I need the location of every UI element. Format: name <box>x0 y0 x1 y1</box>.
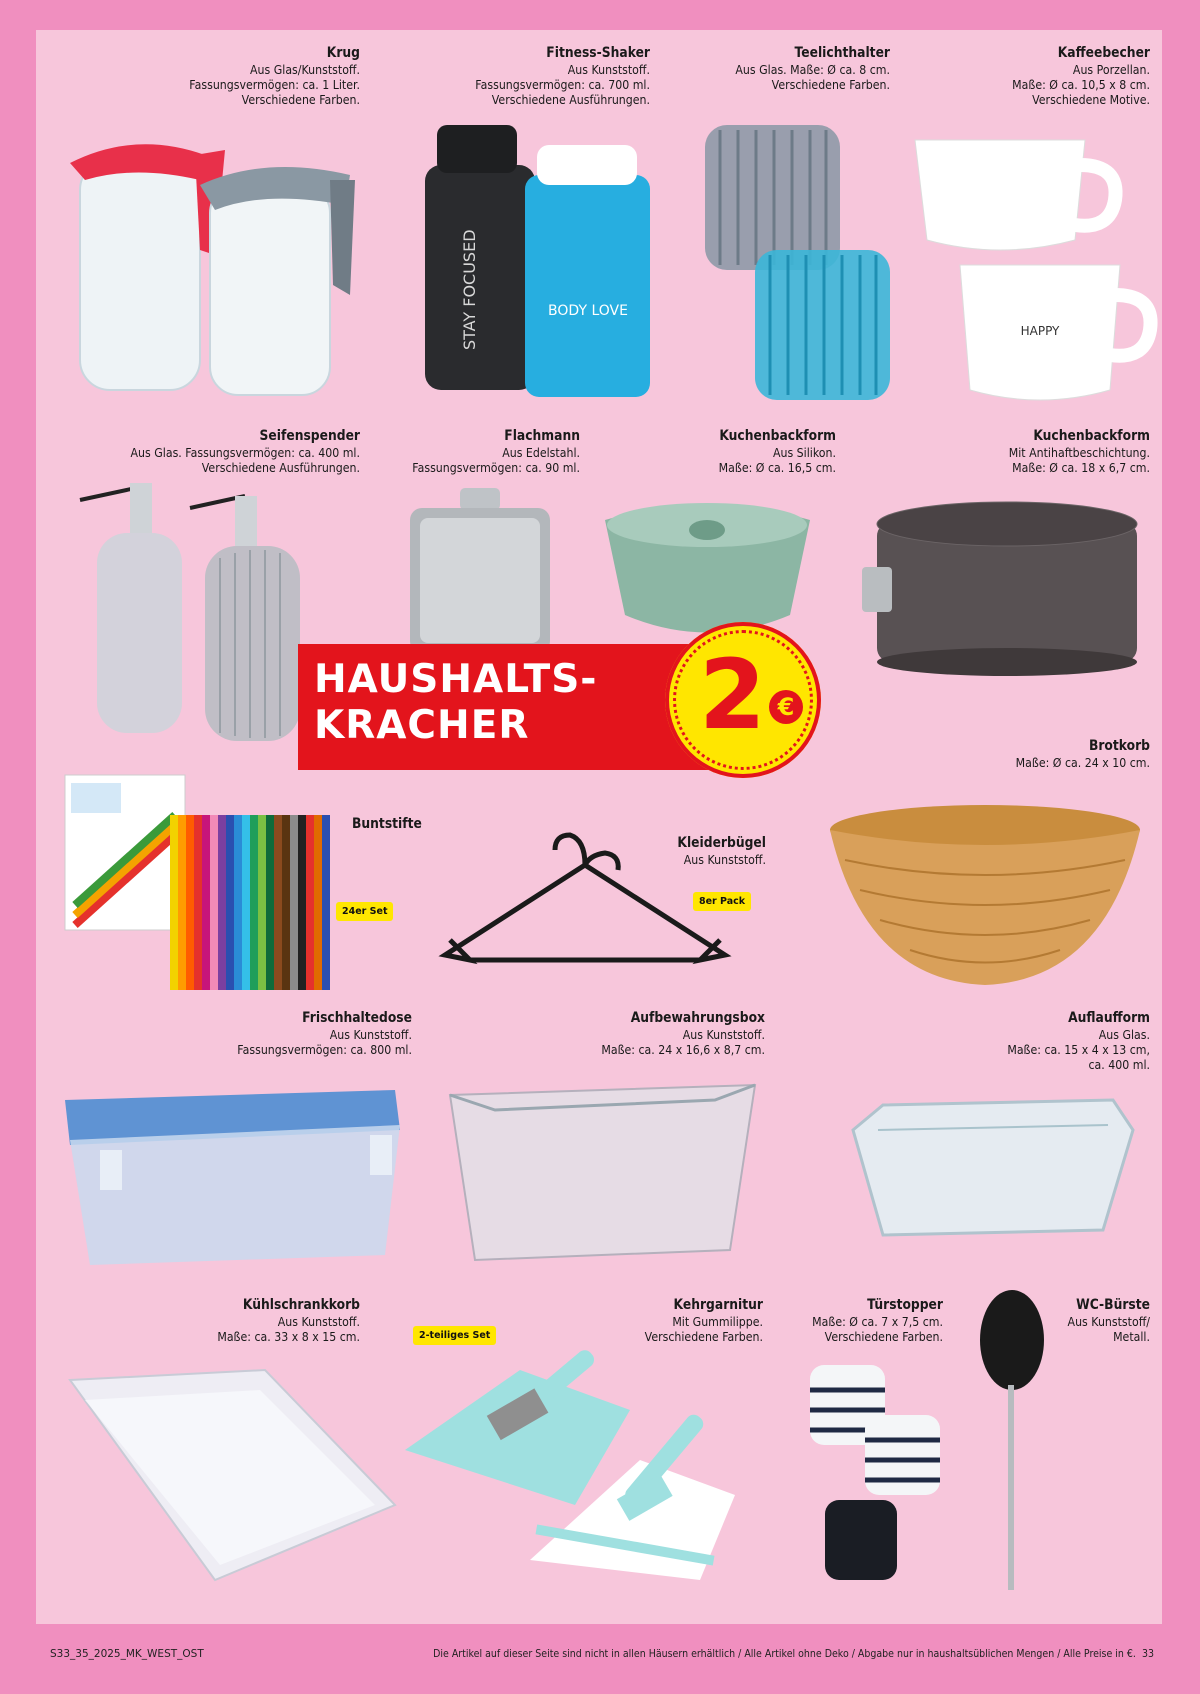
product-krug <box>96 45 360 107</box>
product-desc-line: Verschiedene Farben. <box>644 1329 763 1344</box>
product-desc-line: Maße: Ø ca. 18 x 6,7 cm. <box>1012 460 1150 475</box>
jug-image <box>65 135 355 400</box>
product-desc-line: Aus Edelstahl. <box>502 445 580 460</box>
door-stopper-image <box>805 1360 955 1585</box>
banner-line: KRACHER <box>314 703 530 748</box>
product-shaker <box>386 45 650 107</box>
product-desc-line: Fassungsvermögen: ca. 1 Liter. <box>189 77 360 92</box>
storage-box-image <box>445 1065 760 1265</box>
product-title: Kuchenbackform <box>1033 428 1150 444</box>
product-desc-line: Maße: Ø ca. 10,5 x 8 cm. <box>1012 77 1150 92</box>
product-title: Fitness-Shaker <box>546 45 650 61</box>
product-desc-line: Maße: Ø ca. 24 x 10 cm. <box>1015 755 1150 770</box>
product-desc-line: Maße: ca. 15 x 4 x 13 cm, <box>1007 1042 1150 1057</box>
fridge-basket-image <box>65 1370 400 1585</box>
product-desc-line: Fassungsvermögen: ca. 700 ml. <box>475 77 650 92</box>
promo-banner <box>298 644 728 770</box>
tealight-holder-image <box>700 120 900 410</box>
price-badge <box>665 622 821 778</box>
casserole-dish-image <box>848 1090 1138 1240</box>
product-title: Türstopper <box>867 1297 943 1313</box>
product-auflauf <box>886 1010 1150 1072</box>
product-title: Kaffeebecher <box>1057 45 1150 61</box>
footer-note <box>433 1648 1154 1660</box>
product-desc-line: Verschiedene Motive. <box>1032 92 1150 107</box>
product-desc-line: Verschiedene Farben. <box>771 77 890 92</box>
product-desc-line: Metall. <box>1113 1329 1150 1344</box>
product-kuchen2 <box>886 428 1150 475</box>
product-teelicht <box>626 45 890 92</box>
product-title: Flachmann <box>504 428 580 444</box>
product-desc-line: Aus Kunststoff. <box>682 1027 765 1042</box>
product-title: Kühlschrankkorb <box>242 1297 360 1313</box>
shaker-print: BODY LOVE <box>548 303 628 319</box>
product-desc-line: Fassungsvermögen: ca. 90 ml. <box>412 460 580 475</box>
footer-code: S33_35_2025_MK_WEST_OST <box>50 1648 204 1660</box>
page-number: 33 <box>1141 1648 1154 1660</box>
shaker-image <box>405 125 655 400</box>
product-desc-line: Aus Kunststoff. <box>329 1027 412 1042</box>
product-desc-line: Maße: Ø ca. 16,5 cm. <box>718 460 836 475</box>
product-desc-line: Mit Antihaftbeschichtung. <box>1008 445 1150 460</box>
product-title: Frischhaltedose <box>302 1010 412 1026</box>
euro-icon: € <box>769 690 803 724</box>
product-title: Kehrgarnitur <box>673 1297 763 1313</box>
product-title: Seifenspender <box>259 428 360 444</box>
product-desc-line: Maße: ca. 24 x 16,6 x 8,7 cm. <box>601 1042 765 1057</box>
product-brot <box>886 738 1150 770</box>
product-desc-line: Fassungsvermögen: ca. 800 ml. <box>237 1042 412 1057</box>
product-flach <box>316 428 580 475</box>
bread-basket-image <box>825 805 1145 990</box>
product-aufbew <box>501 1010 765 1057</box>
pack-badge: 8er Pack <box>693 892 751 911</box>
product-desc-line: Aus Glas. Fassungsvermögen: ca. 400 ml. <box>130 445 360 460</box>
product-kuchen1 <box>572 428 836 475</box>
set-badge: 2-teiliges Set <box>413 1326 496 1345</box>
product-title: WC-Bürste <box>1076 1297 1150 1313</box>
soap-dispenser-image <box>75 478 315 748</box>
product-desc-line: Aus Glas. Maße: Ø ca. 8 cm. <box>735 62 890 77</box>
hanger-image <box>430 815 740 975</box>
product-desc-line: Aus Kunststoff. <box>567 62 650 77</box>
colored-pencils-image <box>65 775 340 990</box>
product-title: Kleiderbügel <box>677 835 766 851</box>
product-desc-line: Verschiedene Farben. <box>241 92 360 107</box>
product-desc-line: Verschiedene Farben. <box>824 1329 943 1344</box>
product-title: Kuchenbackform <box>719 428 836 444</box>
product-desc-line: Aus Kunststoff/ <box>1067 1314 1150 1329</box>
hip-flask-image <box>405 488 555 658</box>
product-desc-line: ca. 400 ml. <box>1088 1057 1150 1072</box>
product-kuehl <box>96 1297 360 1344</box>
product-desc-line: Aus Kunststoff. <box>277 1314 360 1329</box>
product-desc-line: Aus Kunststoff. <box>683 852 766 867</box>
springform-pan-image <box>862 502 1152 677</box>
product-title: Auflaufform <box>1068 1010 1150 1026</box>
banner-line: HAUSHALTS- <box>314 657 598 702</box>
product-desc-line: Maße: ca. 33 x 8 x 15 cm. <box>217 1329 360 1344</box>
toilet-brush-image <box>975 1285 1050 1595</box>
product-kaffee <box>886 45 1150 107</box>
product-title: Brotkorb <box>1088 738 1150 754</box>
product-title: Buntstifte <box>352 816 422 832</box>
product-title: Krug <box>326 45 360 61</box>
product-desc-line: Verschiedene Ausführungen. <box>491 92 650 107</box>
set-badge: 24er Set <box>336 902 393 921</box>
product-desc-line: Aus Glas. <box>1098 1027 1150 1042</box>
product-desc-line: Aus Glas/Kunststoff. <box>250 62 360 77</box>
coffee-mug-image <box>915 135 1145 405</box>
food-container-image <box>60 1070 405 1270</box>
mug-print: HAPPY <box>1020 324 1060 338</box>
product-title: Teelichthalter <box>794 45 890 61</box>
product-desc-line: Verschiedene Ausführungen. <box>201 460 360 475</box>
product-desc-line: Aus Silikon. <box>772 445 836 460</box>
product-desc-line: Aus Porzellan. <box>1072 62 1150 77</box>
product-title: Aufbewahrungsbox <box>630 1010 765 1026</box>
bundt-pan-image <box>600 505 815 645</box>
product-desc-line: Mit Gummilippe. <box>672 1314 763 1329</box>
dustpan-set-image <box>400 1300 760 1590</box>
product-desc-line: Maße: Ø ca. 7 x 7,5 cm. <box>812 1314 943 1329</box>
shaker-print: STAY FOCUSED <box>460 229 479 350</box>
footer-disclaimer: Die Artikel auf dieser Seite sind nicht in allen Häusern erhältlich / Alle Artikel ohne Deko / Abgabe nur in haushaltsüblichen Mengen / Alle Preise in €. <box>433 1648 1136 1660</box>
price-amount: 2 <box>699 639 766 751</box>
product-frisch <box>148 1010 412 1057</box>
